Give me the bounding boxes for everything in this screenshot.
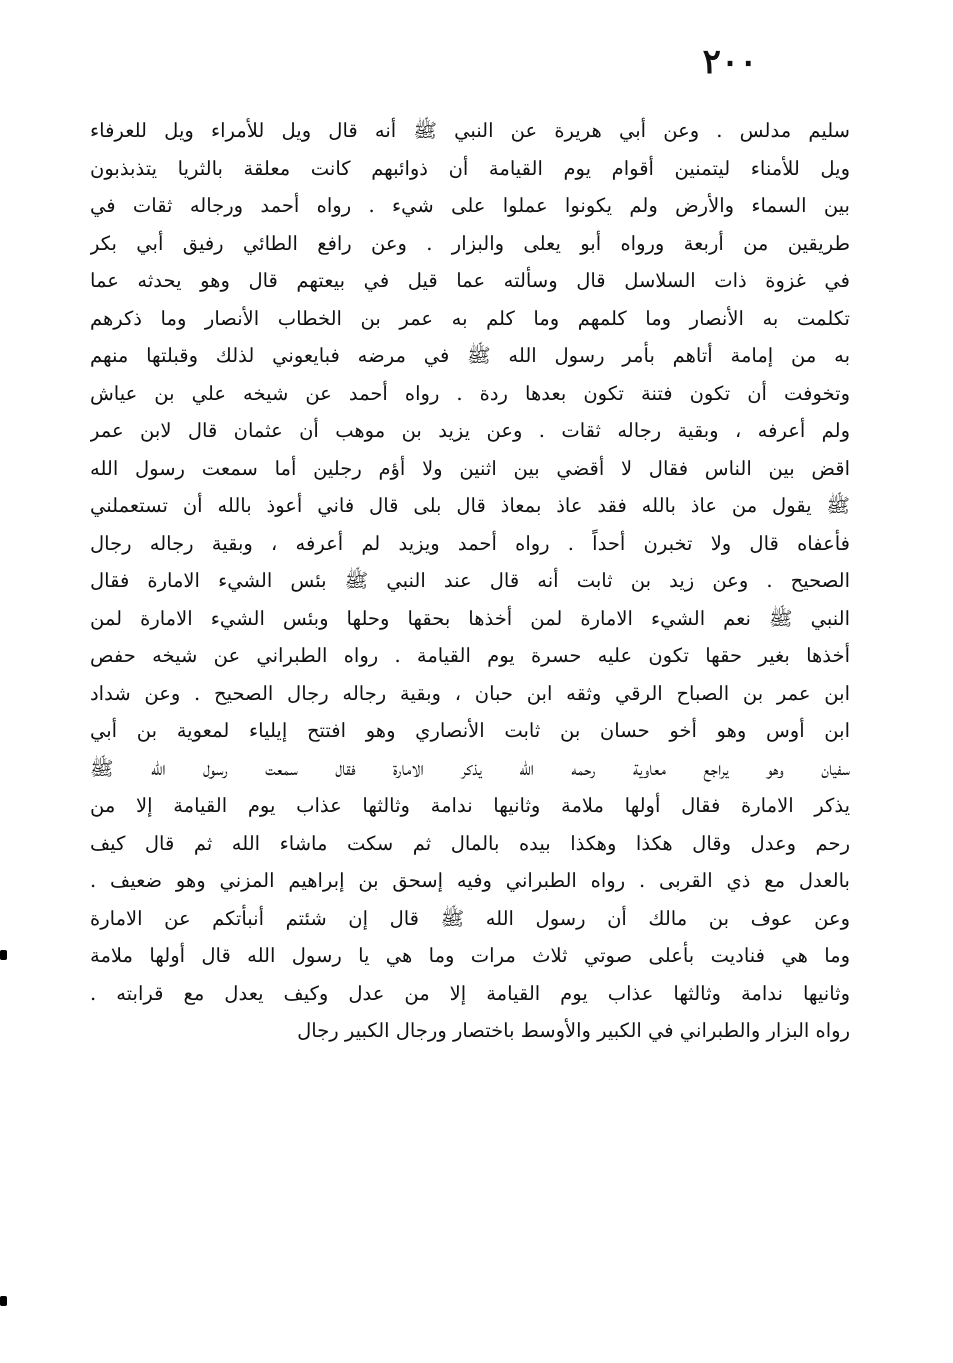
text-line-25: رواه البزار والطبراني في الكبير والأوسط باختصار ورجال الكبير رجال [297,1019,850,1042]
text-line-14: النبي ﷺ نعم الشيء الامارة لمن أخذها بحقها وحلها وبئس الشيء الامارة لمن [90,606,850,630]
text-line-19: يذكر الامارة فقال أولها ملامة وثانيها ندامة وثالثها عذاب يوم القيامة إلا من [90,794,850,817]
text-line-6: تكلمت به الأنصار وما كلمهم وما كلم به عمر بن الخطاب الأنصار وما ذكرهم [90,306,850,330]
text-line-13: الصحيح . وعن زيد بن ثابت أنه قال عند النبي ﷺ بئس الشيء الامارة فقال [90,569,850,592]
text-line-22: وعن عوف بن مالك أن رسول الله ﷺ قال إن شئتم أنبأتكم عن الامارة [90,906,850,930]
text-line-18: سفيان وهو يراجع معاوية رحمه الله يذكر الامارة فقال سمعت رسول الله ﷺ [90,756,850,780]
text-line-9: ولم أعرفه ، وبقية رجاله ثقات . وعن يزيد بن موهب أن عثمان قال لابن عمر [90,419,850,442]
text-line-21: بالعدل مع ذي القربى . رواه الطبراني وفيه إسحق بن إبراهيم المزني وهو ضعيف . [90,869,850,892]
text-line-11: ﷺ يقول من عاذ بالله فقد عاذ بمعاذ قال بلى قال فاني أعوذ بالله أن تستعملني [90,494,850,517]
page-text [90,112,850,1050]
text-line-4: طريقين من أربعة ورواه أبو يعلى والبزار . وعن رافع الطائي رفيق أبي بكر [90,231,850,255]
text-line-16: ابن عمر بن الصباح الرقي وثقه ابن حبان ، وبقية رجاله رجال الصحيح . وعن شداد [90,681,850,705]
text-line-20: رحم وعدل وقال هكذا وهكذا بيده بالمال ثم سكت ماشاء الله ثم قال كيف [90,831,850,855]
text-line-2: ويل للأمناء ليتمنين أقوام يوم القيامة أن ذوائبهم كانت معلقة بالثريا يتذبذبون [90,156,850,180]
text-line-1: سليم مدلس . وعن أبي هريرة عن النبي ﷺ أنه قال ويل للأمراء ويل للعرفاء [90,119,850,142]
text-line-10: اقض بين الناس فقال لا أقضي بين اثنين ولا أؤم رجلين أما سمعت رسول الله [90,456,850,480]
scan-mark [0,950,7,960]
text-line-12: فأعفاه قال ولا تخبرن أحداً . رواه أحمد ويزيد لم أعرفه ، وبقية رجاله رجال [90,531,850,555]
scan-mark [0,1296,7,1306]
text-line-8: وتخوفت أن تكون فتنة تكون بعدها ردة . رواه أحمد عن شيخه علي بن عياش [90,381,850,405]
page-number: ٢٠٠ [702,42,758,82]
text-line-23: وما هي فناديت بأعلى صوتي ثلاث مرات وما هي يا رسول الله قال أولها ملامة [90,944,850,967]
text-line-17: ابن أوس وهو أخو حسان بن ثابت الأنصاري وهو افتتح إيلياء لمعوية بن أبي [90,719,850,742]
text-line-3: بين السماء والأرض ولم يكونوا عملوا على شيء . رواه أحمد ورجاله ثقات في [90,194,850,217]
text-line-15: أخذها بغير حقها تكون عليه حسرة يوم القيامة . رواه الطبراني عن شيخه حفص [90,644,850,667]
text-line-7: به من إمامة أتاهم بأمر رسول الله ﷺ في مرضه فبايعوني لذلك وقبلتها منهم [90,344,850,367]
text-line-5: في غزوة ذات السلاسل قال وسألته عما قيل في بيعتهم قال وهو يحدثه عما [90,269,850,292]
text-line-24: وثانيها ندامة وثالثها عذاب يوم القيامة إلا من عدل وكيف يعدل مع قرابته . [90,981,850,1005]
